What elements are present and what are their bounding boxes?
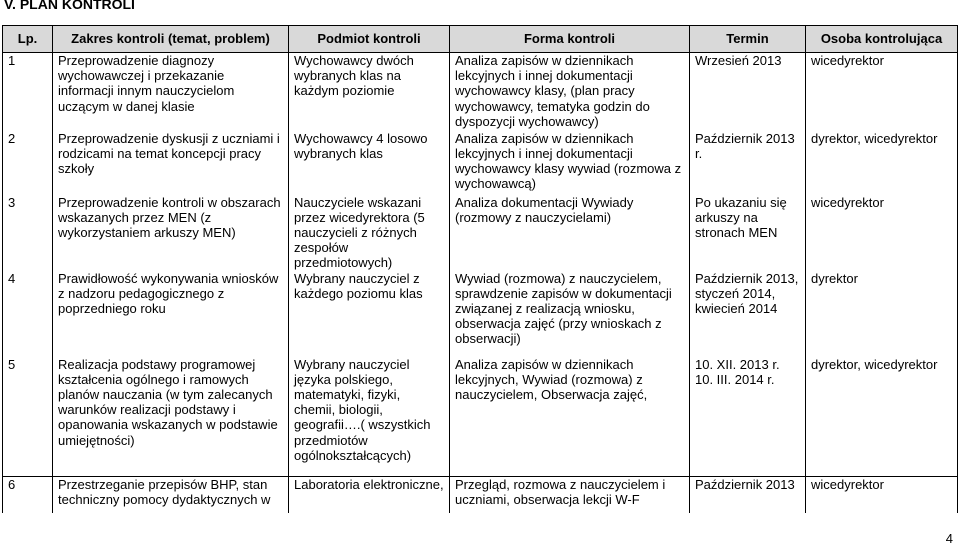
osoba-cell: wicedyrektor: [806, 195, 958, 271]
column-header-zakres: Zakres kontroli (temat, problem): [53, 26, 289, 53]
forma-cell: Analiza zapisów w dziennikach lekcyjnych, Wywiad (rozmowa) z nauczycielem, Obserwacja zajęć,: [450, 357, 690, 467]
control-plan-table: [2, 25, 958, 513]
zakres-cell: Prawidłowość wykonywania wniosków z nadzoru pedagogicznego z poprzedniego roku: [53, 271, 289, 357]
row-number: 3: [3, 195, 53, 271]
osoba-cell: dyrektor: [806, 271, 958, 357]
table-row: [3, 53, 958, 131]
column-header-termin: Termin: [690, 26, 806, 53]
forma-cell: Analiza dokumentacji Wywiady (rozmowy z nauczycielami): [450, 195, 690, 271]
zakres-cell: Przestrzeganie przepisów BHP, stan techniczny pomocy dydaktycznych w: [53, 476, 289, 513]
table-header: [3, 26, 958, 53]
termin-cell: Październik 2013 r.: [690, 131, 806, 195]
zakres-cell: Przeprowadzenie kontroli w obszarach wskazanych przez MEN (z wykorzystaniem arkuszy MEN): [53, 195, 289, 271]
zakres-cell: Realizacja podstawy programowej kształcenia ogólnego i ramowych planów nauczania (w tym zalecanych warunków realizacji podstawy i opanowania wskazanych w podstawie umiejętności): [53, 357, 289, 467]
podmiot-cell: Nauczyciele wskazani przez wicedyrektora (5 nauczycieli z różnych zespołów przedmiotowych): [289, 195, 450, 271]
forma-cell: Analiza zapisów w dziennikach lekcyjnych i innej dokumentacji wychowawcy klasy, (plan pracy wychowawcy, tematyka godzin do dyspozycji wychowawcy): [450, 53, 690, 131]
table-row: [3, 357, 958, 467]
section-title: V. PLAN KONTROLI: [4, 0, 135, 12]
podmiot-cell: Laboratoria elektroniczne,: [289, 476, 450, 513]
column-header-lp: Lp.: [3, 26, 53, 53]
podmiot-cell: Wychowawcy 4 losowo wybranych klas: [289, 131, 450, 195]
forma-cell: Analiza zapisów w dziennikach lekcyjnych i innej dokumentacji wychowawcy klasy wywiad (rozmowa z wychowawcą): [450, 131, 690, 195]
podmiot-cell: Wychowawcy dwóch wybranych klas na każdym poziomie: [289, 53, 450, 131]
termin-cell: Październik 2013, styczeń 2014, kwiecień 2014: [690, 271, 806, 357]
forma-cell: Przegląd, rozmowa z nauczycielem i uczniami, obserwacja lekcji W-F: [450, 476, 690, 513]
row-number: 1: [3, 53, 53, 131]
column-header-podmiot: Podmiot kontroli: [289, 26, 450, 53]
osoba-cell: dyrektor, wicedyrektor: [806, 131, 958, 195]
podmiot-cell: Wybrany nauczyciel z każdego poziomu klas: [289, 271, 450, 357]
table-row: [3, 195, 958, 271]
osoba-cell: wicedyrektor: [806, 476, 958, 513]
row-number: 6: [3, 476, 53, 513]
column-header-osoba: Osoba kontrolująca: [806, 26, 958, 53]
zakres-cell: Przeprowadzenie diagnozy wychowawczej i przekazanie informacji innym nauczycielom uczącym w danej klasie: [53, 53, 289, 131]
termin-cell: 10. XII. 2013 r. 10. III. 2014 r.: [690, 357, 806, 467]
termin-cell: Październik 2013: [690, 476, 806, 513]
osoba-cell: dyrektor, wicedyrektor: [806, 357, 958, 467]
termin-cell: Po ukazaniu się arkuszy na stronach MEN: [690, 195, 806, 271]
row-gap: [3, 467, 958, 477]
table-row: [3, 271, 958, 357]
termin-cell: Wrzesień 2013: [690, 53, 806, 131]
osoba-cell: wicedyrektor: [806, 53, 958, 131]
row-number: 2: [3, 131, 53, 195]
column-header-forma: Forma kontroli: [450, 26, 690, 53]
podmiot-cell: Wybrany nauczyciel języka polskiego, matematyki, fizyki, chemii, biologii, geografii….( wszystkich przedmiotów ogólnokształcących): [289, 357, 450, 467]
row-number: 5: [3, 357, 53, 467]
row-number: 4: [3, 271, 53, 357]
table-row: [3, 476, 958, 513]
forma-cell: Wywiad (rozmowa) z nauczycielem, sprawdzenie zapisów w dokumentacji związanej z realizacją wniosku, obserwacja zajęć (przy wnioskach z obserwacji): [450, 271, 690, 357]
page-number: 4: [945, 531, 953, 546]
zakres-cell: Przeprowadzenie dyskusji z uczniami i rodzicami na temat koncepcji pracy szkoły: [53, 131, 289, 195]
table-row: [3, 131, 958, 195]
